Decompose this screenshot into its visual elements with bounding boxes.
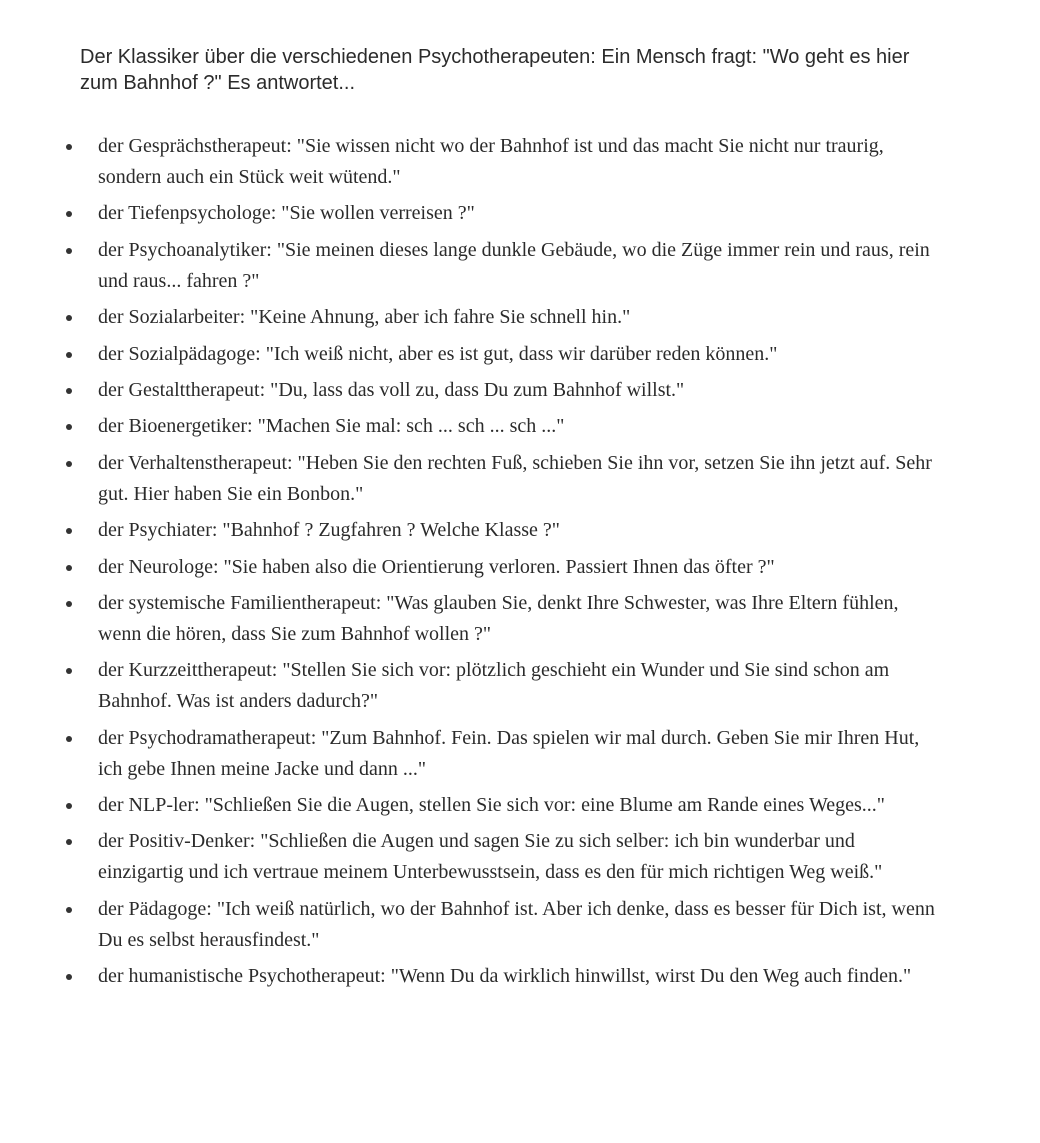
bullet-icon (66, 528, 72, 534)
list-item-text: der Kurzzeittherapeut: "Stellen Sie sich vor: plötzlich geschieht ein Wunder und Sie sind schon am Bahnhof. Was ist anders dadurch?" (98, 659, 890, 713)
intro-text: Der Klassiker über die verschiedenen Psychotherapeuten: Ein Mensch fragt: "Wo geht es hier zum Bahnhof ?" Es antwortet... (80, 46, 910, 94)
list-item (0, 655, 1040, 717)
bullet-icon (66, 839, 72, 845)
bullet-icon (66, 565, 72, 571)
list-item-text: der Pädagoge: "Ich weiß natürlich, wo der Bahnhof ist. Aber ich denke, dass es besser für Dich ist, wenn Du es selbst herausfindest." (98, 897, 935, 951)
bullet-icon (66, 907, 72, 913)
list-item-text: der Psychodramatherapeut: "Zum Bahnhof. Fein. Das spielen wir mal durch. Geben Sie mir Ihren Hut, ich gebe Ihnen meine Jacke und dann ..." (98, 726, 920, 780)
list-item (0, 235, 1040, 297)
list-item (0, 411, 1040, 442)
list-item (0, 302, 1040, 333)
list-item-text: der NLP-ler: "Schließen Sie die Augen, stellen Sie sich vor: eine Blume am Rande eines Weges..." (98, 794, 885, 817)
list-item (0, 198, 1040, 229)
list-item (0, 826, 1040, 888)
list-item-text: der Psychoanalytiker: "Sie meinen dieses lange dunkle Gebäude, wo die Züge immer rein und raus, rein und raus... fahren ?" (98, 238, 930, 292)
list-item (0, 723, 1040, 785)
list-item (0, 339, 1040, 370)
list-item-text: der Verhaltenstherapeut: "Heben Sie den rechten Fuß, schieben Sie ihn vor, setzen Sie ihn jetzt auf. Sehr gut. Hier haben Sie ein Bonbon." (98, 451, 932, 505)
bullet-icon (66, 803, 72, 809)
list-item-text: der Sozialarbeiter: "Keine Ahnung, aber ich fahre Sie schnell hin." (98, 306, 631, 329)
list-item-text: der Psychiater: "Bahnhof ? Zugfahren ? Welche Klasse ?" (98, 519, 560, 542)
list-item-text: der Gesprächstherapeut: "Sie wissen nicht wo der Bahnhof ist und das macht Sie nicht nur traurig, sondern auch ein Stück weit wütend." (98, 135, 884, 188)
bullet-icon (66, 248, 72, 254)
bullet-icon (66, 461, 72, 467)
bullet-icon (66, 144, 72, 150)
bullet-icon (66, 424, 72, 430)
list-item (0, 894, 1040, 956)
list-item (0, 131, 1040, 193)
bullet-icon (66, 352, 72, 358)
list-item (0, 790, 1040, 821)
list-item (0, 588, 1040, 650)
bullet-icon (66, 315, 72, 321)
list-item (0, 375, 1040, 406)
bullet-icon (66, 736, 72, 742)
list-item (0, 552, 1040, 583)
list-item-text: der Sozialpädagoge: "Ich weiß nicht, aber es ist gut, dass wir darüber reden können." (98, 342, 778, 365)
list-item-text: der Neurologe: "Sie haben also die Orientierung verloren. Passiert Ihnen das öfter ?" (98, 555, 775, 578)
therapist-answers-list (0, 131, 1040, 998)
list-item (0, 515, 1040, 546)
list-item-text: der humanistische Psychotherapeut: "Wenn Du da wirklich hinwillst, wirst Du den Weg auch finden." (98, 965, 912, 988)
bullet-icon (66, 974, 72, 980)
list-item (0, 961, 1040, 992)
list-item-text: der Gestalttherapeut: "Du, lass das voll zu, dass Du zum Bahnhof willst." (98, 378, 685, 401)
list-item-text: der Positiv-Denker: "Schließen die Augen und sagen Sie zu sich selber: ich bin wunderbar und einzigartig und ich vertraue meinem Unterbewusstsein, dass es den für mich richtigen Weg weiß." (98, 830, 883, 884)
bullet-icon (66, 211, 72, 217)
list-item-text: der systemische Familientherapeut: "Was glauben Sie, denkt Ihre Schwester, was Ihre Eltern fühlen, wenn die hören, dass Sie zum Bahnhof wollen ?" (98, 591, 899, 645)
bullet-icon (66, 388, 72, 394)
list-item-text: der Bioenergetiker: "Machen Sie mal: sch ... sch ... sch ..." (98, 415, 565, 438)
list-item-text: der Tiefenpsychologe: "Sie wollen verreisen ?" (98, 202, 475, 225)
bullet-icon (66, 668, 72, 674)
bullet-icon (66, 601, 72, 607)
list-item (0, 448, 1040, 510)
